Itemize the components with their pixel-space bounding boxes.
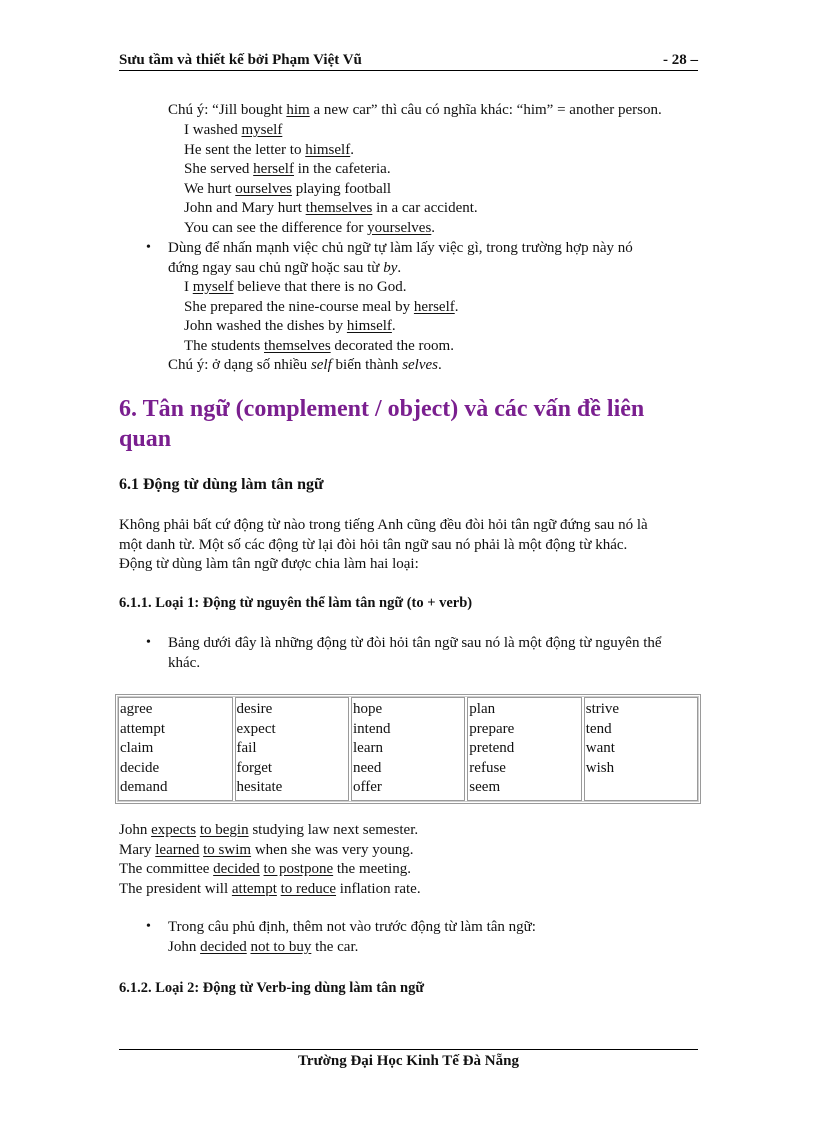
footer-divider [119,1049,698,1050]
note-plural: Chú ý: ở dạng số nhiều self biến thành selves. [168,357,442,373]
note-reflexive: Chú ý: “Jill bought him a new car” thì câu có nghĩa khác: “him” = another person. [168,102,662,118]
example-line: He sent the letter to himself. [184,141,354,158]
example-line: John decided not to buy the car. [168,938,359,955]
example-line: The committee decided to postpone the meeting. [119,861,412,877]
bullet-icon: • [146,919,151,934]
table-cell: desire expect fail forget hesitate [235,697,349,801]
intro-paragraph: Không phải bất cứ động từ nào trong tiếng Anh cũng đều đòi hỏi tân ngữ đứng sau nó là một danh từ. Một số các động từ lại đòi hỏi tân ngữ sau nó phải là một động từ khác. Động từ dùng làm tân ngữ được chia làm hai loại: [119,517,648,572]
example-line: I washed myself [184,122,283,138]
subsubsection-heading: 6.1.2. Loại 2: Động từ Verb-ing dùng làm tân ngữ [119,980,425,996]
example-line: John expects to begin studying law next semester. [119,822,419,838]
subsubsection-heading: 6.1.1. Loại 1: Động từ nguyên thể làm tân ngữ (to + verb) [119,595,473,611]
example-line: John washed the dishes by himself. [184,318,396,334]
example-line: She prepared the nine-course meal by herself. [184,298,459,315]
table-cell: hope intend learn need offer [351,697,465,801]
example-line: The president will attempt to reduce inflation rate. [119,880,421,897]
infinitive-verb-table [115,694,701,804]
header-author: Sưu tầm và thiết kế bởi Phạm Việt Vũ [119,52,362,68]
table-cell: agree attempt claim decide demand [118,697,233,801]
example-list-emphasis [184,278,458,356]
table-cell: strive tend want wish [584,697,698,801]
page-header [119,51,698,71]
bullet-icon: • [146,240,151,255]
example-line: I myself believe that there is no God. [184,279,407,295]
subsection-heading: 6.1 Động từ dùng làm tân ngữ [119,476,324,493]
bullet-table-intro: Bảng dưới đây là những động từ đòi hỏi tân ngữ sau nó là một động từ nguyên thể khác. [168,635,662,671]
bullet-negative: Trong câu phủ định, thêm not vào trước động từ làm tân ngữ: John decided not to buy the car. [168,918,536,957]
section-heading: 6. Tân ngữ (complement / object) và các vấn đề liên quan [119,396,645,452]
table-cell: plan prepare pretend refuse seem [467,697,581,801]
example-line: John and Mary hurt themselves in a car accident. [184,200,478,216]
bullet-icon: • [146,635,151,650]
bullet-emphasis: Dùng để nhấn mạnh việc chủ ngữ tự làm lấy việc gì, trong trường hợp này nó đứng ngay sau chủ ngữ hoặc sau từ by. [168,240,633,276]
table-row [118,697,698,801]
example-line: The students themselves decorated the room. [184,337,454,354]
page-number: - 28 – [663,52,698,68]
example-line: We hurt ourselves playing football [184,180,392,197]
example-line: Mary learned to swim when she was very young. [119,841,414,858]
example-line: She served herself in the cafeteria. [184,161,391,177]
example-list-infinitive [119,821,421,899]
example-list-reflexive [184,121,478,238]
page-footer: Trường Đại Học Kinh Tế Đà Nẵng [298,1053,519,1069]
example-line: You can see the difference for yourselves. [184,219,436,236]
